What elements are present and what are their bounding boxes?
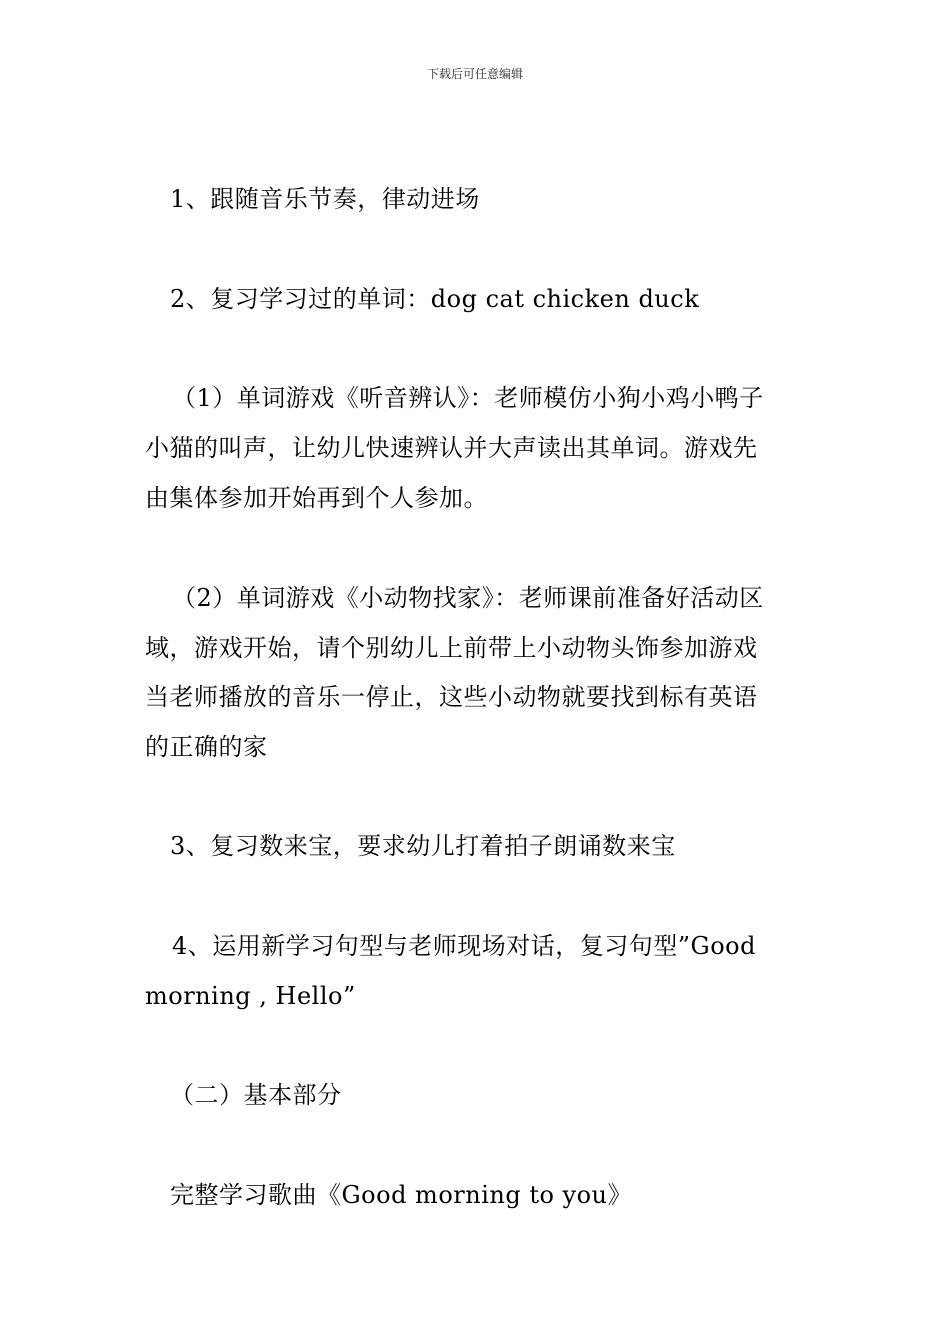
paragraph-1: 1、跟随音乐节奏，律动进场 xyxy=(170,185,480,213)
paragraph-3-line-1: （1）单词游戏《听音辨认》：老师模仿小狗小鸡小鸭子 xyxy=(172,384,764,412)
paragraph-2: 2、复习学习过的单词：dog cat chicken duck xyxy=(170,285,700,313)
paragraph-6-line-1: 4、运用新学习句型与老师现场对话，复习句型”Good xyxy=(172,932,756,960)
paragraph-5: 3、复习数来宝，要求幼儿打着拍子朗诵数来宝 xyxy=(170,832,676,860)
paragraph-8: 完整学习歌曲《Good morning to you》 xyxy=(170,1181,633,1209)
paragraph-4-line-4: 的正确的家 xyxy=(145,733,268,761)
paragraph-3-line-3: 由集体参加开始再到个人参加。 xyxy=(145,484,488,512)
section-heading-basic-part: （二）基本部分 xyxy=(170,1081,342,1109)
paragraph-4-line-1: （2）单词游戏《小动物找家》：老师课前准备好活动区 xyxy=(172,584,764,612)
paragraph-4-line-2: 域，游戏开始，请个别幼儿上前带上小动物头饰参加游戏 xyxy=(145,634,758,662)
paragraph-4-line-3: 当老师播放的音乐一停止，这些小动物就要找到标有英语 xyxy=(145,683,758,711)
paragraph-6-line-2: morning , Hello” xyxy=(145,982,356,1010)
paragraph-3-line-2: 小猫的叫声，让幼儿快速辨认并大声读出其单词。游戏先 xyxy=(145,434,758,462)
page-header: 下载后可任意编辑 xyxy=(426,67,523,81)
